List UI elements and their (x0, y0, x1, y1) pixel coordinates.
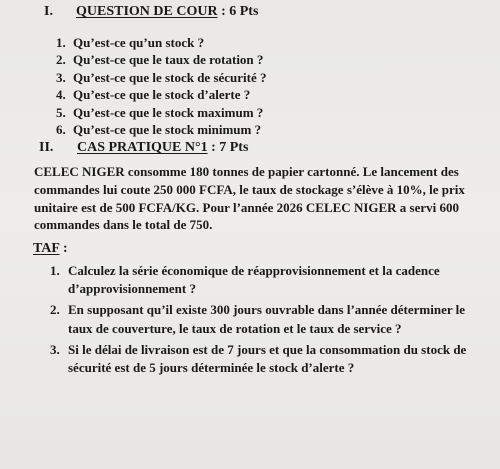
course-questions-list (56, 34, 267, 138)
question-item (56, 121, 267, 138)
task-text: En supposant qu’il existe 300 jours ouvrable dans l’année déterminer le taux de couverture, le taux de rotation et le taux de service ? (68, 302, 466, 336)
question-item (56, 104, 267, 121)
task-number: 3. (50, 341, 60, 357)
section-1-heading (44, 4, 258, 20)
section-1-points: : 6 Pts (217, 4, 259, 19)
section-2-heading (39, 140, 248, 156)
question-number: 4. (56, 87, 66, 103)
question-text: Qu’est-ce qu’un stock ? (73, 35, 205, 50)
question-text: Qu’est-ce que le stock maximum ? (73, 104, 264, 120)
question-text: Qu’est-ce que le stock de sécurité ? (73, 69, 267, 85)
task-number: 2. (50, 302, 60, 318)
task-text: Calculez la série économique de réapprovisionnement et la cadence d’approvisionnement ? (68, 263, 440, 297)
task-item (50, 341, 478, 377)
question-number: 6. (56, 122, 66, 138)
section-2-points: : 7 Pts (207, 140, 249, 155)
section-1-number: I. (44, 4, 53, 19)
question-text: Qu’est-ce que le taux de rotation ? (73, 52, 264, 68)
taf-label: TAF (33, 241, 60, 256)
question-number: 1. (56, 35, 66, 50)
section-2-number: II. (39, 140, 54, 155)
question-item (56, 51, 267, 68)
task-list (50, 262, 478, 380)
task-number: 1. (50, 263, 60, 278)
section-1-title: QUESTION DE COUR (76, 4, 218, 19)
case-study-paragraph: CELEC NIGER consomme 180 tonnes de papier cartonné. Le lancement des commandes lui coute 250 000 FCFA, le taux de stockage s’élève à 10%, le prix unitaire est de 500 FCFA/KG. Pour l’année 2026 CELEC NIGER a servi 600 commandes dans le total de 750. (34, 164, 465, 233)
question-item (56, 69, 267, 86)
question-text: Qu’est-ce que le stock d’alerte ? (73, 87, 251, 103)
section-2-title: CAS PRATIQUE N°1 (77, 140, 208, 155)
taf-suffix: : (59, 241, 68, 256)
task-item (50, 262, 478, 298)
question-number: 2. (56, 52, 66, 68)
task-item (50, 301, 478, 337)
question-number: 3. (56, 69, 66, 85)
taf-heading (33, 241, 68, 257)
question-text: Qu’est-ce que le stock minimum ? (73, 122, 262, 138)
question-item (56, 86, 267, 103)
question-item (56, 34, 267, 51)
task-text: Si le délai de livraison est de 7 jours et que la consommation du stock de sécurité est de 5 jours déterminée le stock d’alerte ? (68, 341, 467, 376)
question-number: 5. (56, 104, 66, 120)
